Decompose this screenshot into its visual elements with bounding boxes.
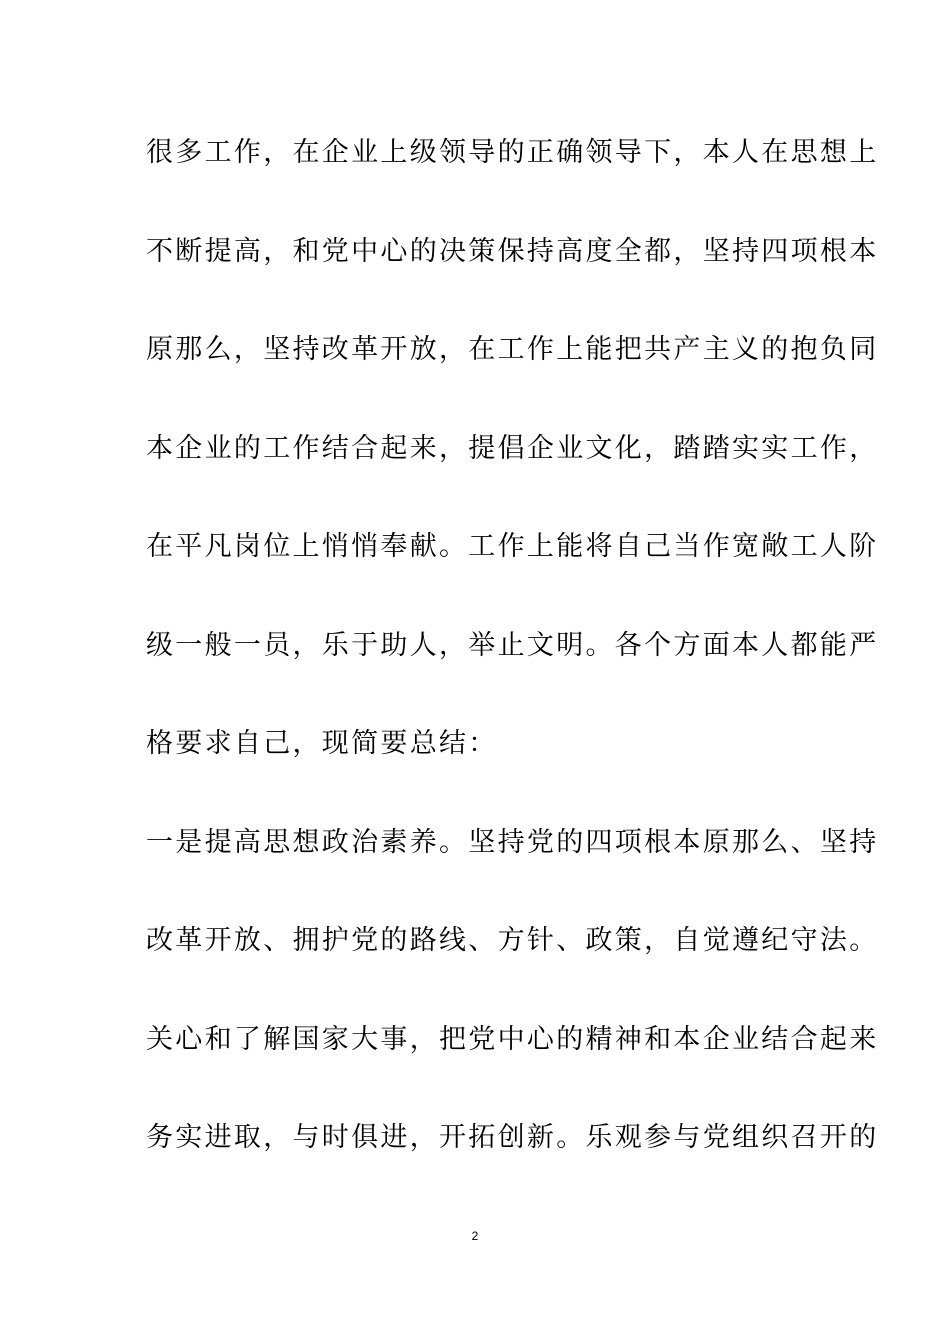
text-line: 本企业的工作结合起来，提倡企业文化，踏踏实实工作， [146,432,879,464]
text-line: 一是提高思想政治素养。坚持党的四项根本原那么、坚持 [146,826,879,858]
text-line: 关心和了解国家大事，把党中心的精神和本企业结合起来 [146,1023,879,1055]
text-line: 在平凡岗位上悄悄奉献。工作上能将自己当作宽敞工人阶 [146,531,879,562]
page-number: 2 [471,1229,479,1243]
text-line: 很多工作，在企业上级领导的正确领导下，本人在思想上 [146,137,879,168]
text-line: 格要求自己，现简要总结： [146,728,498,759]
body-text [146,128,879,1212]
text-line: 务实进取，与时俱进，开拓创新。乐观参与党组织召开的 [146,1122,879,1153]
text-line: 级一般一员，乐于助人，举止文明。各个方面本人都能严 [146,629,879,661]
text-line: 不断提高，和党中心的决策保持高度全都，坚持四项根本 [146,235,879,267]
text-line: 改革开放、拥护党的路线、方针、政策，自觉遵纪守法。 [146,925,879,956]
text-line: 原那么，坚持改革开放，在工作上能把共产主义的抱负同 [146,334,879,365]
